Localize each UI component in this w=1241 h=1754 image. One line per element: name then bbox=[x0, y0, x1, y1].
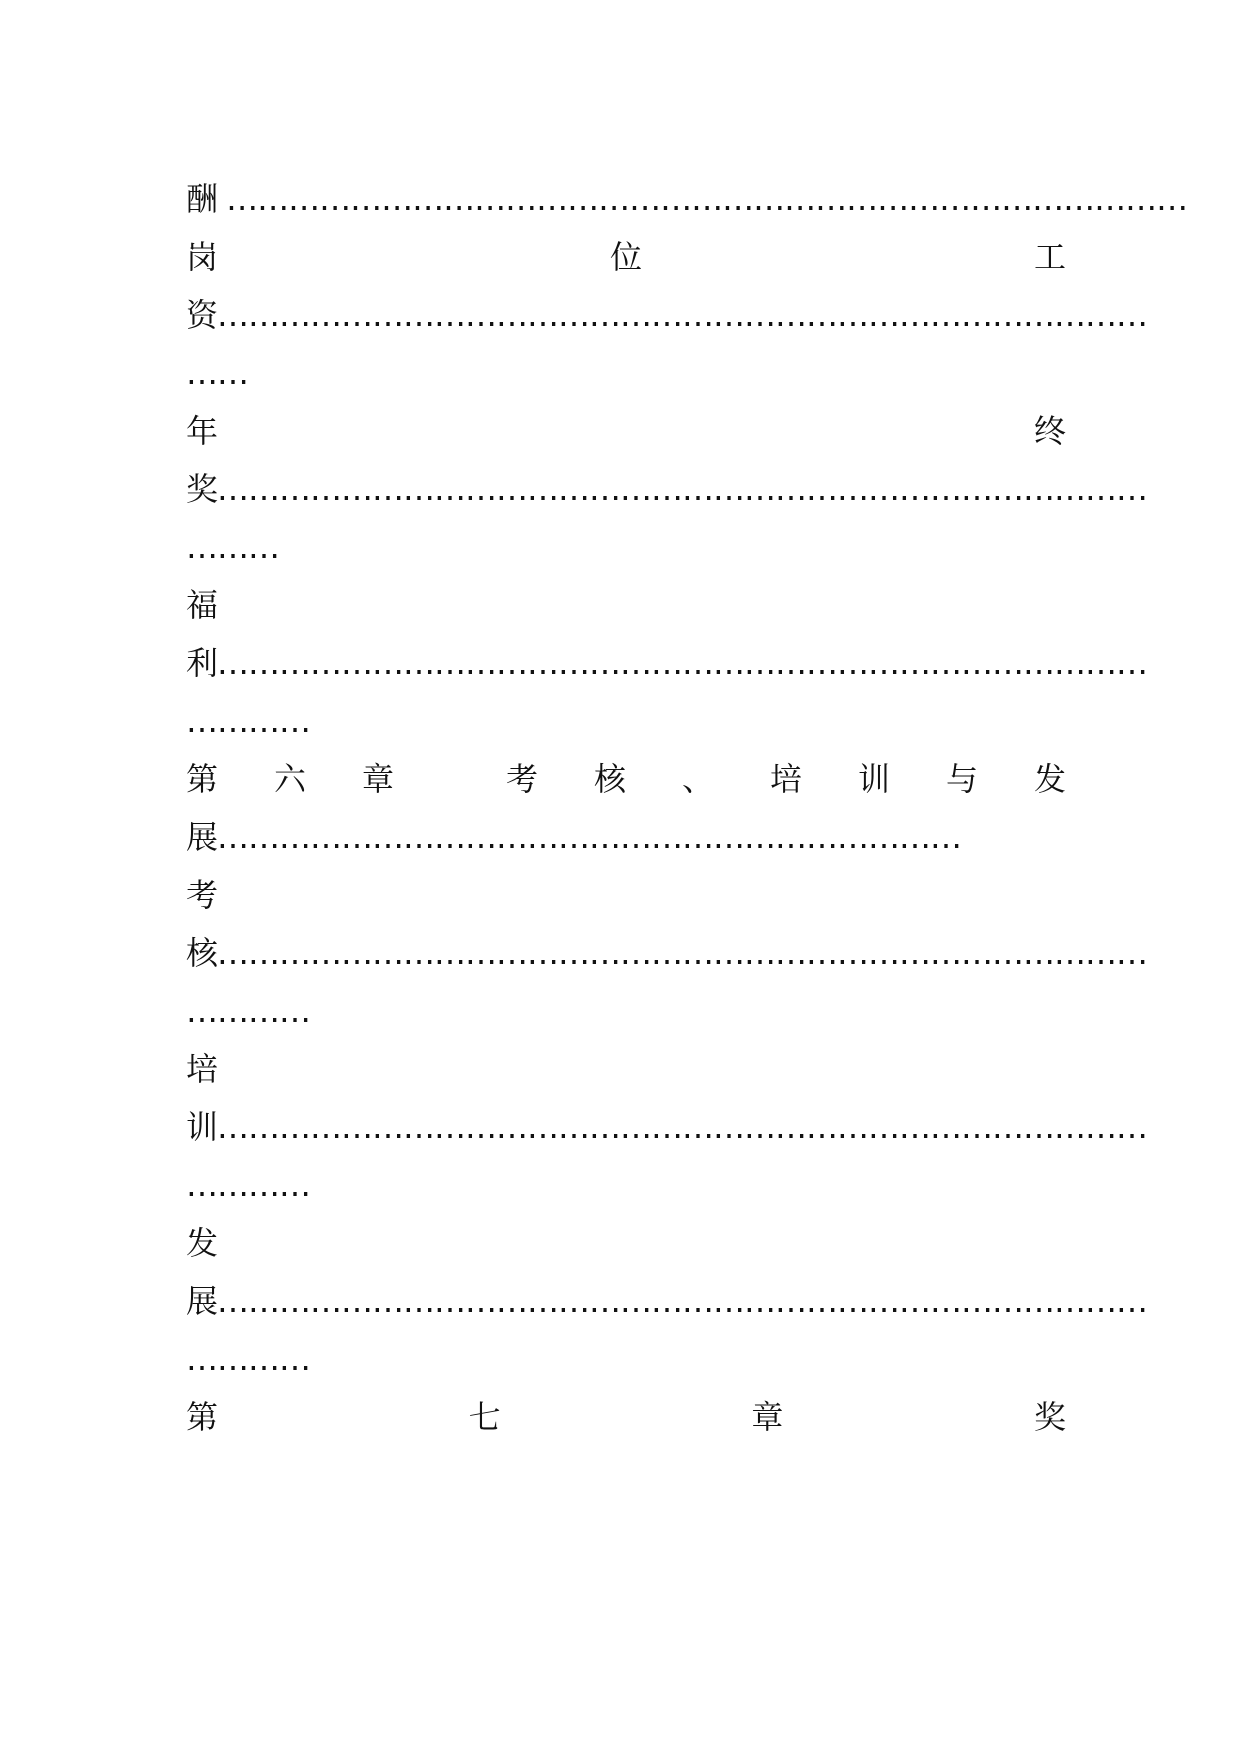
toc-line-chou: 酬 ………………………………………………………………………………… bbox=[186, 180, 1188, 218]
toc-line-pei: 培 bbox=[186, 1050, 219, 1088]
toc-line-zhan: 展……………………………………………………………… bbox=[186, 818, 962, 856]
toc-line-leader-cont: ……… bbox=[186, 528, 279, 566]
toc-line-fu: 福 bbox=[186, 586, 219, 624]
toc-line-leader-cont: …… bbox=[186, 354, 248, 392]
toc-line-leader-cont: ………… bbox=[186, 992, 310, 1030]
toc-line-leader-cont: ………… bbox=[186, 1166, 310, 1204]
toc-line-zhan-2: 展……………………………………………………………………………… bbox=[186, 1282, 1148, 1320]
toc-line-nianzhong-spread: 年 终 bbox=[186, 412, 1066, 450]
toc-line-chapter-six: 第 六 章 考 核 、 培 训 与 发 bbox=[186, 760, 1066, 798]
toc-line-kao: 考 bbox=[186, 876, 219, 914]
toc-line-zi: 资……………………………………………………………………………… bbox=[186, 296, 1148, 334]
toc-line-li: 利……………………………………………………………………………… bbox=[186, 644, 1148, 682]
toc-line-he: 核……………………………………………………………………………… bbox=[186, 934, 1148, 972]
toc-line-chapter-seven: 第 七 章 奖 bbox=[186, 1398, 1066, 1436]
toc-line-fa: 发 bbox=[186, 1224, 219, 1262]
toc-line-leader-cont: ………… bbox=[186, 702, 310, 740]
toc-line-leader-cont: ………… bbox=[186, 1340, 310, 1378]
toc-line-jiang: 奖……………………………………………………………………………… bbox=[186, 470, 1148, 508]
toc-line-gangwei-spread: 岗 位 工 bbox=[186, 238, 1066, 276]
toc-line-xun: 训……………………………………………………………………………… bbox=[186, 1108, 1148, 1146]
